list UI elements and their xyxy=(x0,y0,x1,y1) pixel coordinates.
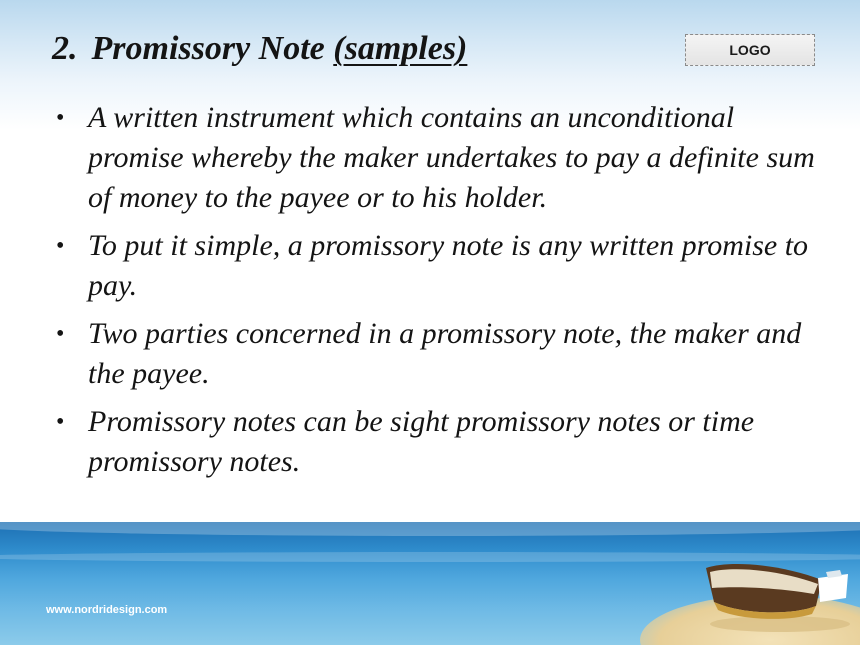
bullet-item xyxy=(56,402,836,482)
bullet-icon: • xyxy=(56,321,65,347)
bullet-icon: • xyxy=(56,233,65,259)
slide-title xyxy=(52,30,467,68)
logo-placeholder xyxy=(685,34,815,66)
bullet-text: A written instrument which contains an unconditional promise whereby the maker undertakes to pay a definite sum of money to the payee or to his holder. xyxy=(88,101,815,214)
logo-label: LOGO xyxy=(729,42,771,58)
bullet-icon: • xyxy=(56,409,65,435)
bullet-item xyxy=(56,98,836,218)
bullet-text: Two parties concerned in a promissory note, the maker and the payee. xyxy=(88,317,802,390)
title-number: 2. xyxy=(52,30,78,67)
footer-url: www.nordridesign.com xyxy=(46,604,168,616)
bullet-icon: • xyxy=(56,105,65,131)
wave-highlight xyxy=(0,522,860,536)
bullet-text: To put it simple, a promissory note is any written promise to pay. xyxy=(88,229,809,302)
boat-icon xyxy=(700,558,850,638)
title-suffix: (samples) xyxy=(333,30,468,67)
bullet-text: Promissory notes can be sight promissory notes or time promissory notes. xyxy=(88,405,755,478)
bullet-list xyxy=(56,98,836,490)
bullet-item xyxy=(56,226,836,306)
title-main: Promissory Note xyxy=(91,30,325,67)
bullet-item xyxy=(56,314,836,394)
